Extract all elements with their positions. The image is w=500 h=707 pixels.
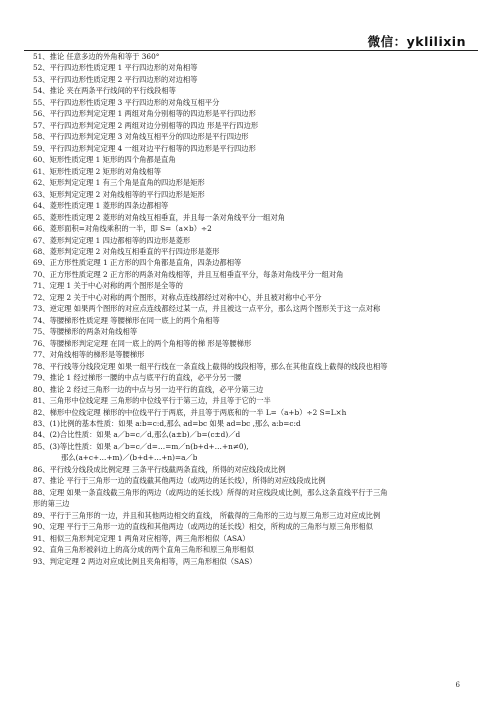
theorem-line: 54、推论 夹在两条平行线间的平行线段相等	[33, 86, 176, 96]
theorem-line: 73、逆定理 如果两个图形的对应点连线都经过某一点，并且被这一点平分，那么这两个图形关于这一点对称	[33, 304, 381, 314]
page-header	[0, 34, 500, 50]
theorem-list	[33, 51, 473, 567]
theorem-line: 69、正方形性质定理 1 正方形的四个角都是直角，四条边都相等	[33, 258, 242, 268]
theorem-line: 62、矩形判定定理 1 有三个角是直角的四边形是矩形	[33, 178, 205, 188]
wechat-id: 微信：yklilixin	[367, 34, 466, 49]
theorem-line: 71、定理 1 关于中心对称的两个图形是全等的	[33, 281, 183, 291]
theorem-line: 91、相似三角形判定定理 1 两角对应相等，两三角形相似（ASA）	[33, 533, 250, 543]
theorem-line: 55、平行四边形性质定理 3 平行四边形的对角线互相平分	[33, 97, 220, 107]
theorem-line: 86、平行线分线段成比例定理 三条平行线截两条直线，所得的对应线段成比例	[33, 464, 286, 474]
theorem-line: 80、推论 2 经过三角形一边的中点与另一边平行的直线，必平分第三边	[33, 384, 264, 394]
theorem-line: 那么(a+c+…+m)／(b+d+…+n)=a／b	[61, 453, 198, 463]
theorem-line: 66、菱形面积=对角线乘积的一半，即 S=（a×b）÷2	[33, 224, 212, 234]
theorem-line: 61、矩形性质定理 2 矩形的对角线相等	[33, 166, 162, 176]
theorem-line: 78、平行线等分线段定理 如果一组平行线在一条直线上截得的线段相等，那么在其他直线上截得的线段也相等	[33, 361, 388, 371]
theorem-line: 93、判定定理 2 两边对应成比例且夹角相等，两三角形相似（SAS）	[33, 556, 257, 566]
theorem-line: 形的第三边	[33, 499, 70, 509]
theorem-line: 92、直角三角形被斜边上的高分成的两个直角三角形和原三角形相似	[33, 545, 254, 555]
theorem-line: 57、平行四边形判定定理 2 两组对边分别相等的四边 形是平行四边形	[33, 120, 259, 130]
theorem-line: 68、菱形判定定理 2 对角线互相垂直的平行四边形是菱形	[33, 246, 220, 256]
theorem-line: 74、等腰梯形性质定理 等腰梯形在同一底上的两个角相等	[33, 315, 220, 325]
theorem-line: 51、推论 任意多边的外角和等于 360°	[33, 52, 160, 61]
theorem-line: 87、推论 平行于三角形一边的直线截其他两边（或两边的延长线），所得的对应线段成比例	[33, 476, 326, 486]
theorem-line: 60、矩形性质定理 1 矩形的四个角都是直角	[33, 155, 176, 165]
theorem-line: 88、定理 如果一条直线截三角形的两边（或两边的延长线）所得的对应线段成比例，那么这条直线平行于三角	[33, 487, 388, 497]
theorem-line: 70、正方形性质定理 2 正方形的两条对角线相等，并且互相垂直平分，每条对角线平分一组对角	[33, 269, 344, 279]
page-number: 6	[455, 681, 460, 689]
theorem-line: 81、三角形中位线定理 三角形的中位线平行于第三边，并且等于它的一半	[33, 396, 271, 406]
theorem-line: 79、推论 1 经过梯形一腰的中点与底平行的直线，必平分另一腰	[33, 373, 242, 383]
theorem-line: 84、(2)合比性质：如果 a／b=c／d,那么(a±b)／b=(c±d)／d	[33, 430, 241, 440]
theorem-line: 75、等腰梯形的两条对角线相等	[33, 327, 138, 337]
theorem-line: 64、菱形性质定理 1 菱形的四条边都相等	[33, 201, 169, 211]
theorem-line: 52、平行四边形性质定理 1 平行四边形的对角相等	[33, 63, 198, 73]
theorem-line: 65、菱形性质定理 2 菱形的对角线互相垂直，并且每一条对角线平分一组对角	[33, 212, 286, 222]
theorem-line: 53、平行四边形性质定理 2 平行四边形的对边相等	[33, 74, 198, 84]
theorem-line: 63、矩形判定定理 2 对角线相等的平行四边形是矩形	[33, 189, 205, 199]
theorem-line: 67、菱形判定定理 1 四边都相等的四边形是菱形	[33, 235, 191, 245]
theorem-line: 76、等腰梯形判定定理 在同一底上的两个角相等的梯 形是等腰梯形	[33, 338, 252, 348]
theorem-line: 77、对角线相等的梯形是等腰梯形	[33, 350, 145, 360]
theorem-line: 82、梯形中位线定理 梯形的中位线平行于两底，并且等于两底和的一半 L=（a+b）÷2 S=L×h	[33, 407, 347, 417]
theorem-line: 90、定理 平行于三角形一边的直线和其他两边（或两边的延长线）相交，所构成的三角形与原三角形相似	[33, 522, 373, 532]
theorem-line: 89、平行于三角形的一边，并且和其他两边相交的直线， 所截得的三角形的三边与原三角形三边对应成比例	[33, 510, 381, 520]
theorem-line: 72、定理 2 关于中心对称的两个图形，对称点连线都经过对称中心，并且被对称中心平分	[33, 292, 322, 302]
theorem-line: 58、平行四边形判定定理 3 对角线互相平分的四边形是平行四边形	[33, 132, 249, 142]
theorem-line: 85、(3)等比性质：如果 a／b=c／d=…=m／n(b+d+…+n≠0),	[33, 441, 249, 451]
theorem-line: 56、平行四边形判定定理 1 两组对角分别相等的四边形是平行四边形	[33, 109, 256, 119]
theorem-line: 59、平行四边形判定定理 4 一组对边平行相等的四边形是平行四边形	[33, 143, 256, 153]
theorem-line: 83、(1)比例的基本性质：如果 a:b=c:d,那么 ad=bc 如果 ad=bc ,那么 a:b=c:d	[33, 419, 301, 428]
